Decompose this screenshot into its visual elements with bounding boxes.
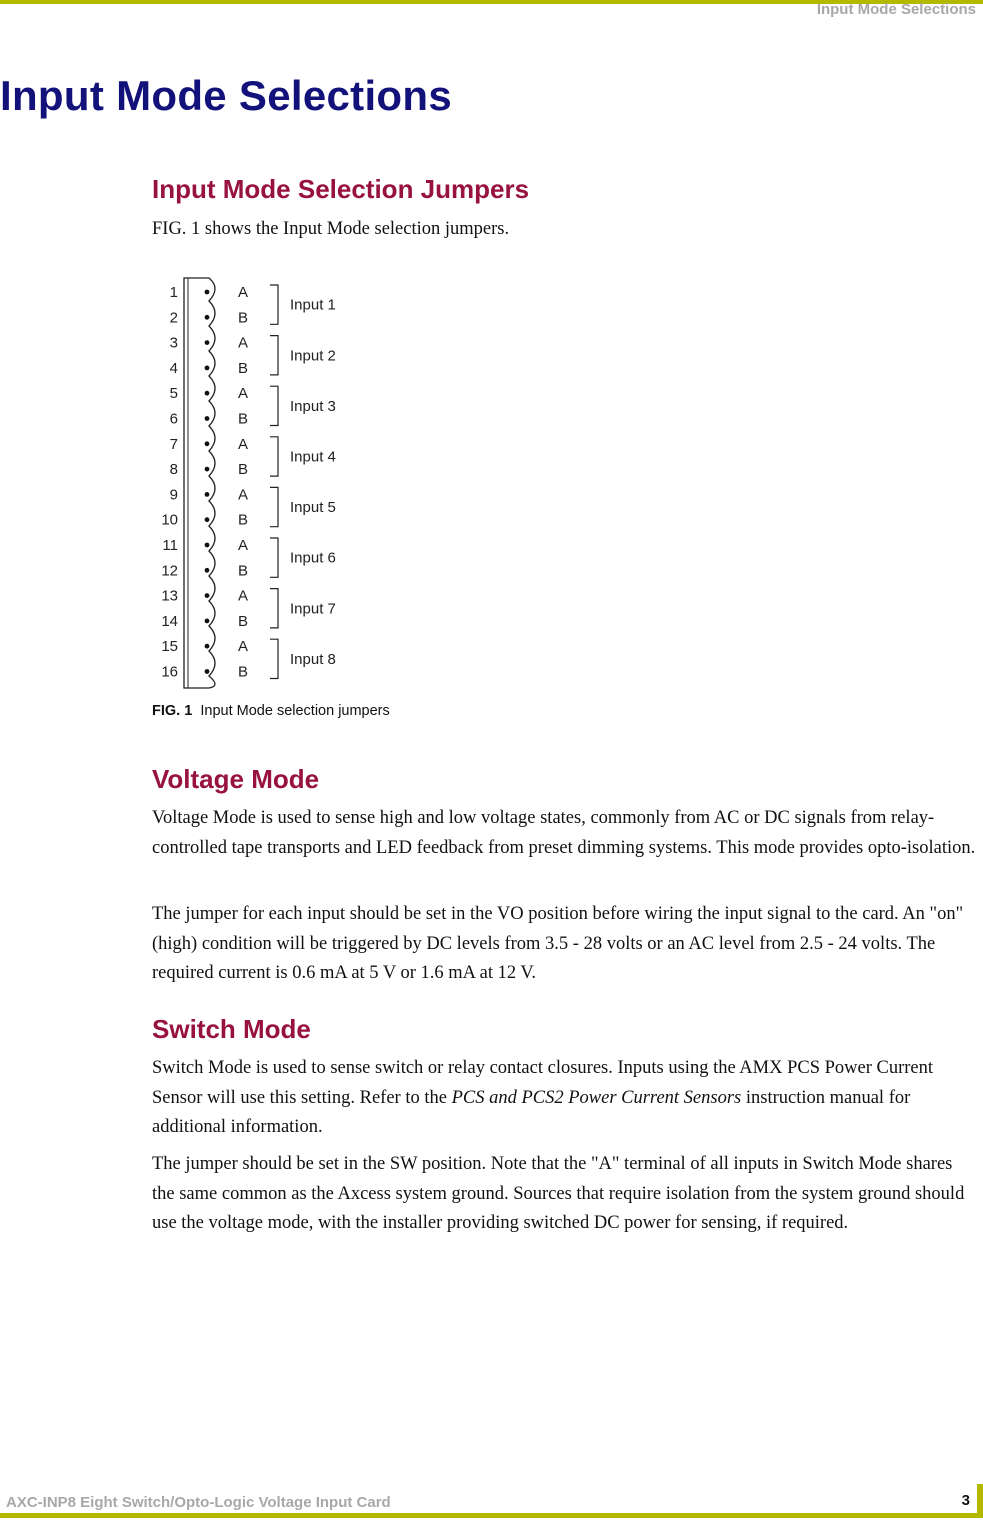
footer-corner-bar	[977, 1484, 983, 1518]
pin-letter: B	[238, 359, 249, 377]
pin-number: 2	[169, 309, 178, 327]
switch-paragraph-1-text: Switch Mode is used to sense switch or relay contact closures. Inputs using the AMX PCS Power Current Sensor will use this setting. Refer to the	[152, 1058, 934, 1108]
pin-dot	[205, 467, 210, 472]
pin-dot	[205, 366, 210, 371]
switch-paragraph-2: The jumper should be set in the SW position. Note that the "A" terminal of all inputs in Switch Mode shares the same common as the Axcess system ground. Sources that require isolation from the system ground should use the voltage mode, with the installer providing switched DC power for sensing, if required.	[152, 1154, 965, 1233]
pin-dot	[205, 619, 210, 624]
pin-number: 11	[162, 537, 178, 554]
pin-dot	[205, 315, 210, 320]
footer-product-title: AXC-INP8 Eight Switch/Opto-Logic Voltage Input Card	[6, 1494, 391, 1511]
voltage-paragraph-1: Voltage Mode is used to sense high and low voltage states, commonly from AC or DC signals from relay-controlled tape transports and LED feedback from preset dimming systems. This mode provides opto-isolation.	[152, 808, 976, 858]
pin-number: 6	[169, 410, 178, 428]
pin-letter: A	[238, 486, 249, 504]
input-bracket	[270, 589, 278, 628]
pin-dot	[205, 416, 210, 421]
pcs-manual-title: PCS and PCS2 Power Current Sensors	[451, 1087, 742, 1108]
pin-dot	[205, 391, 210, 396]
switch-paragraph-1-text-end: instruction manual for additional information.	[152, 1087, 911, 1137]
pin-letter: B	[238, 663, 249, 681]
pin-dot	[205, 543, 210, 548]
pin-dot	[205, 568, 210, 573]
pin-number: 13	[161, 587, 178, 605]
pin-number: 5	[169, 385, 178, 403]
input-bracket	[270, 285, 278, 324]
pin-letter: A	[238, 284, 249, 301]
pin-number: 3	[169, 334, 178, 352]
figure-caption-label: FIG. 1	[152, 703, 193, 719]
pin-number: 14	[161, 612, 178, 630]
input-label: Input 1	[290, 296, 336, 314]
pin-number: 7	[169, 435, 178, 453]
pin-dot	[205, 593, 210, 598]
terminal-block-outline	[184, 278, 215, 688]
input-label: Input 6	[290, 549, 336, 567]
page-number: 3	[961, 1492, 970, 1509]
input-bracket	[270, 336, 278, 375]
pin-letter: B	[238, 461, 249, 479]
input-bracket	[270, 487, 278, 526]
pin-letter: A	[238, 587, 249, 605]
pin-dot	[205, 517, 210, 522]
pin-dot	[205, 492, 210, 497]
pin-letter: A	[238, 537, 249, 554]
switch-paragraph-1	[152, 1054, 977, 1143]
figure-caption-text: Input Mode selection jumpers	[200, 703, 390, 719]
pin-number: 4	[169, 359, 178, 377]
pin-number: 1	[169, 284, 178, 301]
page-title: Input Mode Selections	[0, 72, 452, 119]
jumpers-intro: FIG. 1 shows the Input Mode selection jumpers.	[152, 219, 510, 239]
pin-letter: A	[238, 334, 249, 352]
pin-number: 16	[161, 663, 178, 681]
input-label: Input 3	[290, 397, 336, 415]
pin-letter: A	[238, 385, 249, 403]
pin-number: 8	[169, 461, 178, 479]
section-heading-jumpers: Input Mode Selection Jumpers	[152, 174, 530, 204]
pin-dot	[205, 441, 210, 446]
input-label: Input 5	[290, 499, 336, 517]
pin-number: 12	[161, 562, 178, 580]
pin-number: 10	[161, 511, 178, 529]
pin-letter: A	[238, 638, 249, 656]
input-label: Input 8	[290, 650, 336, 668]
footer-rule	[0, 1513, 983, 1518]
pin-letter: B	[238, 612, 249, 630]
input-bracket	[270, 386, 278, 425]
section-heading-voltage: Voltage Mode	[152, 764, 320, 794]
pin-number: 15	[161, 638, 178, 656]
input-label: Input 2	[290, 347, 336, 365]
pin-number: 9	[169, 486, 178, 504]
voltage-paragraph-2: The jumper for each input should be set in the VO position before wiring the input signal to the card. An "on" (high) condition will be triggered by DC levels from 3.5 - 28 volts or an AC level from 2.5 - 24 volts. The required current is 0.6 mA at 5 V or 1.6 mA at 12 V.	[152, 904, 964, 983]
jumper-figure	[152, 268, 472, 698]
figure-caption	[152, 703, 390, 719]
pin-letter: B	[238, 410, 249, 428]
pin-dot	[205, 669, 210, 674]
input-label: Input 4	[290, 448, 336, 466]
pin-letter: A	[238, 435, 249, 453]
pin-letter: B	[238, 562, 249, 580]
input-bracket	[270, 639, 278, 678]
pin-letter: B	[238, 309, 249, 327]
section-heading-switch: Switch Mode	[152, 1014, 311, 1044]
input-label: Input 7	[290, 600, 336, 618]
pin-dot	[205, 290, 210, 295]
running-header: Input Mode Selections	[816, 1, 976, 18]
pin-dot	[205, 644, 210, 649]
jumper-diagram	[152, 268, 472, 698]
pin-letter: B	[238, 511, 249, 529]
pin-dot	[205, 340, 210, 345]
input-bracket	[270, 437, 278, 476]
input-bracket	[270, 538, 278, 577]
